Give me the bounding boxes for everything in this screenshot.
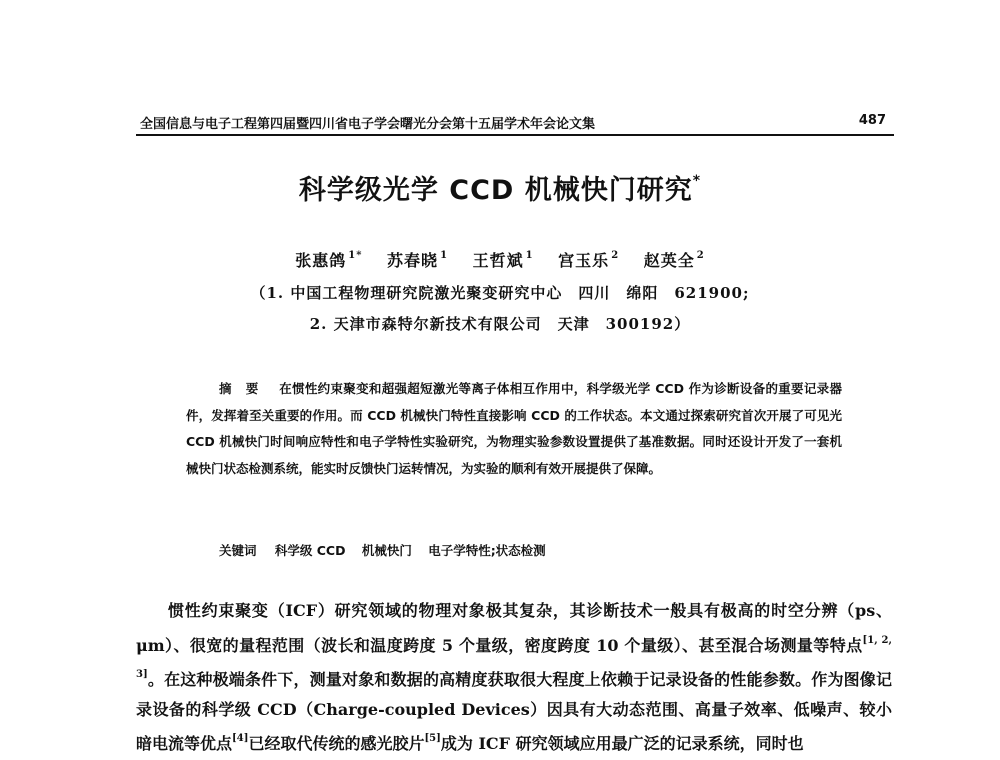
page-number: 487 (858, 113, 886, 128)
title-footnote-mark: * (692, 173, 702, 189)
author: 苏春晓 $^1$ (387, 250, 449, 270)
author: 赵英全 $^2$ (643, 250, 705, 270)
affiliation-2: 2. 天津市森特尔新技术有限公司 天津 300192） (309, 315, 691, 333)
paper-title-text: 科学级光学 CCD 机械快门研究 (298, 175, 693, 206)
paper-title (0, 168, 1000, 207)
author: 宫玉乐 $^2$ (558, 250, 620, 270)
body-paragraph: 惯性约束聚变（ICF）研究领域的物理对象极其复杂，其诊断技术一般具有极高的时空分辨（ps、μm）、很宽的量程范围（波长和温度跨度 5 个量级，密度跨度 10 个量级）、甚至混合场测量等特点[1, 2, 3]。在这种极端条件下，测量对象和数据的高精度获取很大程度上依赖于记录设备的性能参数。作为图像记录设备的科学级 CCD（Charge-coupled Devices）因具有大动态范围、高量子效率、低噪声、较小暗电流等优点[4]已经取代传统的感光胶片[5]成为 ICF 研究领域应用最广泛的记录系统，同时也 (136, 601, 892, 753)
citation: [4] (232, 733, 249, 744)
keyword: 电子学特性;状态检测 (428, 543, 546, 558)
keywords (219, 541, 839, 559)
citation: [1, 2, 3] (136, 634, 892, 680)
keyword: 机械快门 (361, 543, 412, 558)
header-rule (136, 134, 894, 136)
keywords-label: 关键词 (219, 543, 257, 558)
abstract-text: 在惯性约束聚变和超强超短激光等离子体相互作用中，科学级光学 CCD 作为诊断设备的重要记录器件，发挥着至关重要的作用。而 CCD 机械快门特性直接影响 CCD 的工作状态。本文通过探索研究首次开展了可见光 CCD 机械快门时间响应特性和电子学特性实验研究，为物理实验参数设置提供了基准数据。同时还设计开发了一套机械快门状态检测系统，能实时反馈快门运转情况，为实验的顺利有效开展提供了保障。 (186, 381, 842, 476)
keyword: 科学级 CCD (274, 543, 346, 558)
author: 张惠鸽 $^{1*}$ (295, 250, 363, 270)
affiliation-1: （1. 中国工程物理研究院激光聚变研究中心 四川 绵阳 621900; (250, 284, 750, 302)
abstract-label: 摘要 (219, 381, 273, 396)
citation: [5] (424, 733, 441, 744)
author-list (0, 248, 1000, 271)
proceedings-title: 全国信息与电子工程第四届暨四川省电子学会曙光分会第十五届学术年会论文集 (140, 117, 596, 132)
author: 王哲斌 $^1$ (472, 250, 534, 270)
abstract (186, 376, 842, 482)
